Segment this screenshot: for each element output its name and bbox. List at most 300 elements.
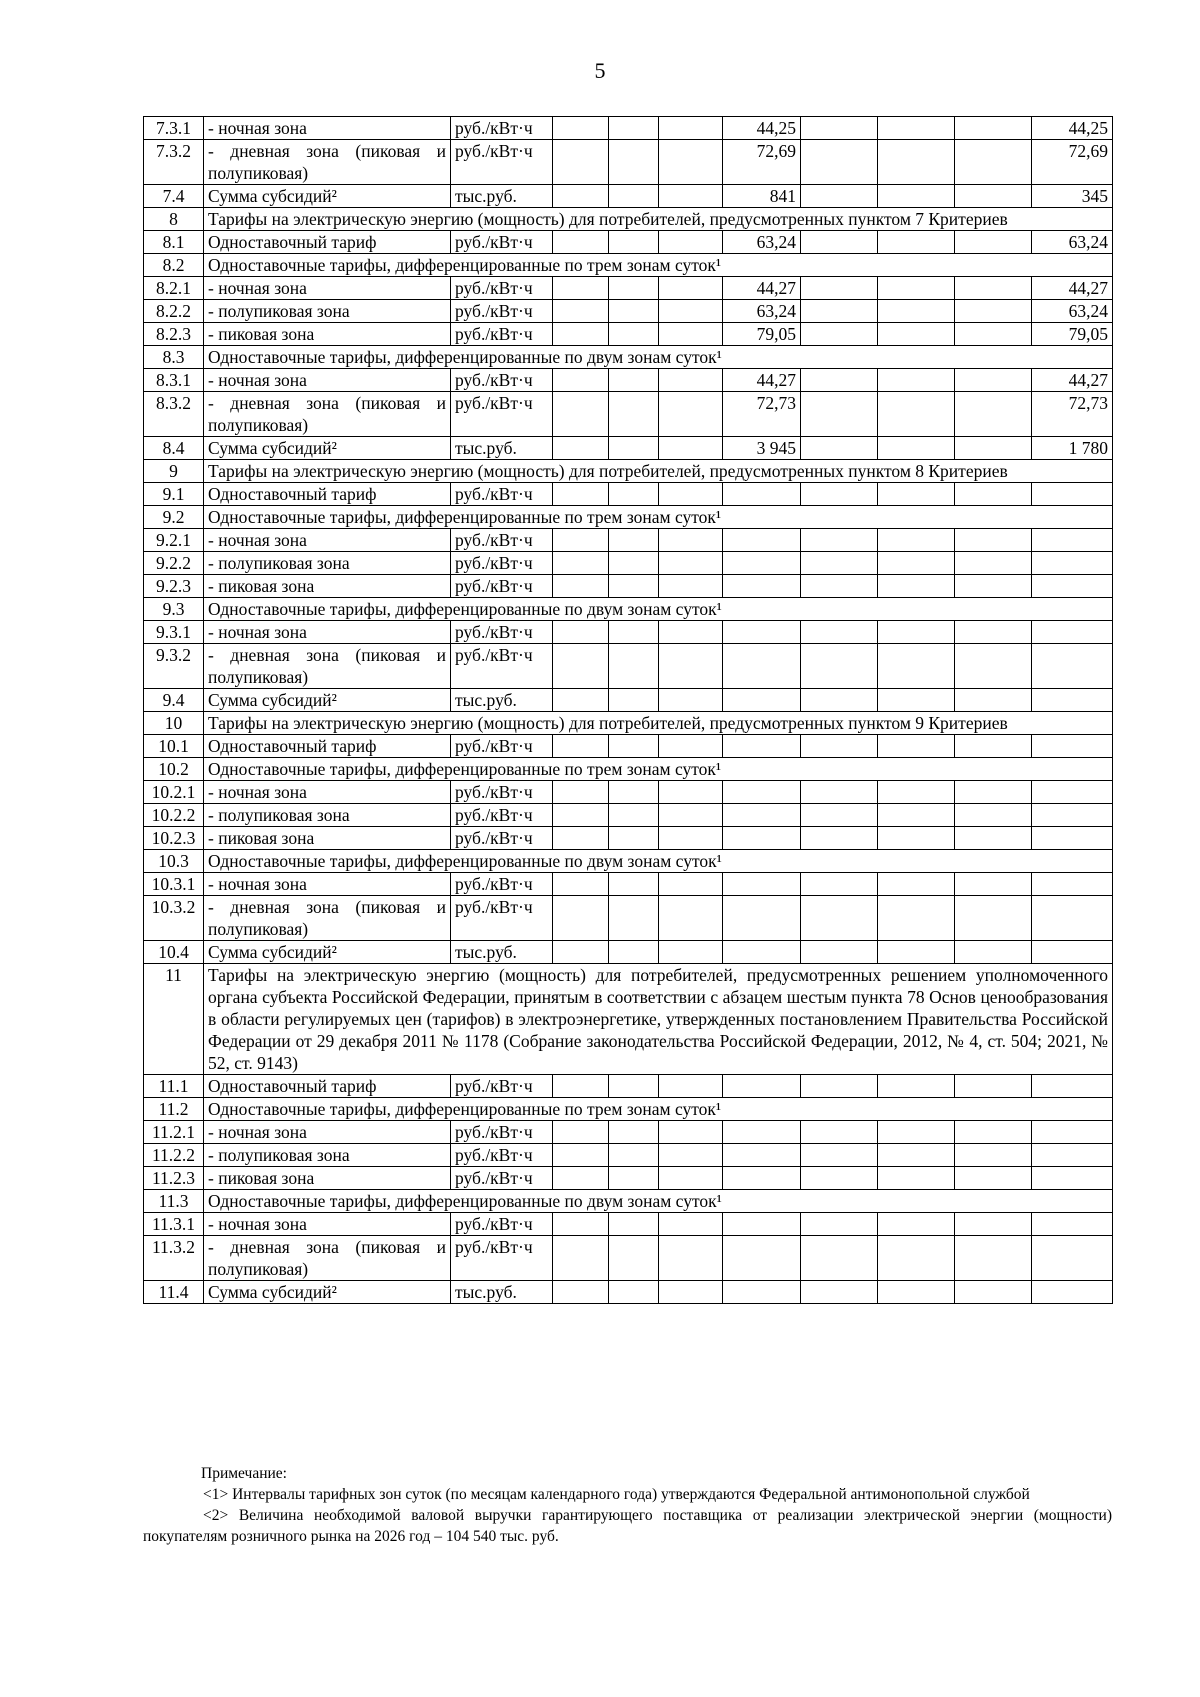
value-cell [801,529,878,552]
value-cell [955,140,1032,185]
value-cell [955,804,1032,827]
value-cell [878,392,955,437]
unit-cell: руб./кВт·ч [451,873,553,896]
value-cell [955,483,1032,506]
value-cell [723,529,801,552]
value-cell [723,827,801,850]
value-cell [553,827,609,850]
row-number-cell: 9 [144,460,204,483]
row-number-cell: 8.2.1 [144,277,204,300]
value-cell: 841 [723,185,801,208]
row-number-cell: 8.2.3 [144,323,204,346]
value-cell [1032,1213,1113,1236]
value-cell [609,231,659,254]
value-cell [878,117,955,140]
value-cell [723,735,801,758]
value-cell: 72,69 [723,140,801,185]
table-row [144,483,1113,506]
value-cell [553,483,609,506]
value-cell [955,781,1032,804]
value-cell [723,941,801,964]
value-cell [1032,529,1113,552]
indicator-name-cell: Сумма субсидий² [204,437,451,460]
indicator-name-cell: - дневная зона (пиковая и полупиковая) [204,644,451,689]
value-cell [955,941,1032,964]
value-cell [553,231,609,254]
value-cell [801,689,878,712]
value-cell [955,185,1032,208]
value-cell [878,804,955,827]
row-number-cell: 11.2 [144,1098,204,1121]
value-cell [609,392,659,437]
section-header-row [144,964,1113,1075]
value-cell [878,644,955,689]
table-row [144,323,1113,346]
value-cell [609,437,659,460]
table-row [144,1236,1113,1281]
value-cell [659,941,723,964]
value-cell [878,827,955,850]
page-number: 5 [594,58,606,83]
value-cell [878,621,955,644]
section-title-cell: Одноставочные тарифы, дифференцированные по трем зонам суток¹ [204,758,1113,781]
unit-cell: руб./кВт·ч [451,1075,553,1098]
section-header-row [144,506,1113,529]
value-cell [659,392,723,437]
value-cell [955,873,1032,896]
value-cell [955,621,1032,644]
value-cell [955,323,1032,346]
row-number-cell: 7.3.1 [144,117,204,140]
value-cell [553,1075,609,1098]
table-row [144,552,1113,575]
value-cell [723,1281,801,1304]
table-row [144,575,1113,598]
table-row [144,689,1113,712]
row-number-cell: 8 [144,208,204,231]
row-number-cell: 10.2.2 [144,804,204,827]
value-cell: 63,24 [1032,231,1113,254]
row-number-cell: 9.2.1 [144,529,204,552]
value-cell [723,1075,801,1098]
value-cell [955,231,1032,254]
unit-cell: руб./кВт·ч [451,231,553,254]
value-cell [659,277,723,300]
table-row [144,781,1113,804]
value-cell [1032,575,1113,598]
value-cell: 72,69 [1032,140,1113,185]
indicator-name-cell: - дневная зона (пиковая и полупиковая) [204,1236,451,1281]
value-cell [801,827,878,850]
row-number-cell: 8.1 [144,231,204,254]
value-cell: 44,25 [1032,117,1113,140]
value-cell [801,1075,878,1098]
indicator-name-cell: - пиковая зона [204,323,451,346]
value-cell: 44,27 [723,277,801,300]
value-cell [659,896,723,941]
value-cell [553,300,609,323]
value-cell [609,1144,659,1167]
value-cell [801,552,878,575]
row-number-cell: 11.4 [144,1281,204,1304]
section-header-row [144,254,1113,277]
row-number-cell: 8.3 [144,346,204,369]
value-cell [723,1144,801,1167]
unit-cell: руб./кВт·ч [451,1144,553,1167]
row-number-cell: 11 [144,964,204,1075]
value-cell [609,323,659,346]
value-cell [609,300,659,323]
table-row [144,231,1113,254]
row-number-cell: 8.3.2 [144,392,204,437]
indicator-name-cell: Одноставочный тариф [204,483,451,506]
value-cell [878,231,955,254]
indicator-name-cell: Сумма субсидий² [204,185,451,208]
value-cell [878,575,955,598]
indicator-name-cell: - полупиковая зона [204,804,451,827]
row-number-cell: 7.3.2 [144,140,204,185]
unit-cell: руб./кВт·ч [451,804,553,827]
value-cell [553,369,609,392]
value-cell [801,483,878,506]
table-row [144,1281,1113,1304]
value-cell [659,735,723,758]
value-cell [1032,1167,1113,1190]
value-cell [878,437,955,460]
value-cell [801,804,878,827]
value-cell [878,735,955,758]
indicator-name-cell: - ночная зона [204,781,451,804]
indicator-name-cell: Одноставочный тариф [204,735,451,758]
unit-cell: руб./кВт·ч [451,300,553,323]
value-cell [609,941,659,964]
value-cell [878,529,955,552]
value-cell [801,941,878,964]
section-title-cell: Тарифы на электрическую энергию (мощность) для потребителей, предусмотренных решением уполномоченного органа субъекта Российской Федерации, принятым в соответствии с абзацем шестым пункта 78 Основ ценообразования в области регулируемых цен (тарифов) в электроэнергетике, утвержденных постановлением Правительства Российской Федерации от 29 декабря 2011 № 1178 (Собрание законодательства Российской Федерации, 2012, № 4, ст. 504; 2021, № 52, ст. 9143) [204,964,1113,1075]
value-cell [723,644,801,689]
value-cell [878,873,955,896]
indicator-name-cell: - полупиковая зона [204,552,451,575]
value-cell [1032,621,1113,644]
table-row [144,529,1113,552]
value-cell [659,644,723,689]
section-title-cell: Одноставочные тарифы, дифференцированные по двум зонам суток¹ [204,598,1113,621]
footnote-2: <2> Величина необходимой валовой выручки гарантирующего поставщика от реализации электрической энергии (мощности) покупателям розничного рынка на 2026 год – 104 540 тыс. руб. [143,1507,1112,1545]
value-cell [553,896,609,941]
value-cell [659,552,723,575]
value-cell [801,323,878,346]
unit-cell: руб./кВт·ч [451,896,553,941]
row-number-cell: 10.3 [144,850,204,873]
value-cell [955,392,1032,437]
value-cell [878,941,955,964]
table-row [144,1075,1113,1098]
section-title-cell: Одноставочные тарифы, дифференцированные по трем зонам суток¹ [204,506,1113,529]
value-cell: 63,24 [723,300,801,323]
value-cell [878,1144,955,1167]
section-header-row [144,1098,1113,1121]
section-title-cell: Тарифы на электрическую энергию (мощность) для потребителей, предусмотренных пунктом 9 Критериев [204,712,1113,735]
value-cell [1032,896,1113,941]
indicator-name-cell: Одноставочный тариф [204,1075,451,1098]
value-cell [553,117,609,140]
table-row [144,277,1113,300]
unit-cell: руб./кВт·ч [451,1121,553,1144]
value-cell [659,369,723,392]
value-cell [659,185,723,208]
value-cell [553,735,609,758]
indicator-name-cell: - полупиковая зона [204,1144,451,1167]
unit-cell: тыс.руб. [451,1281,553,1304]
value-cell [878,1281,955,1304]
row-number-cell: 10.4 [144,941,204,964]
value-cell [659,804,723,827]
value-cell [659,117,723,140]
row-number-cell: 8.3.1 [144,369,204,392]
value-cell [878,1075,955,1098]
section-title-cell: Тарифы на электрическую энергию (мощность) для потребителей, предусмотренных пунктом 8 Критериев [204,460,1113,483]
value-cell [723,552,801,575]
indicator-name-cell: Одноставочный тариф [204,231,451,254]
value-cell [553,644,609,689]
value-cell [878,781,955,804]
value-cell [801,277,878,300]
value-cell [1032,804,1113,827]
value-cell [609,117,659,140]
value-cell [723,575,801,598]
value-cell [723,1121,801,1144]
value-cell [801,1213,878,1236]
value-cell [609,277,659,300]
unit-cell: руб./кВт·ч [451,323,553,346]
value-cell [955,1075,1032,1098]
value-cell [1032,552,1113,575]
value-cell [1032,781,1113,804]
value-cell [723,689,801,712]
value-cell [609,1281,659,1304]
indicator-name-cell: - ночная зона [204,873,451,896]
unit-cell: руб./кВт·ч [451,621,553,644]
unit-cell: руб./кВт·ч [451,277,553,300]
value-cell [1032,941,1113,964]
value-cell: 44,27 [1032,369,1113,392]
value-cell [553,1281,609,1304]
value-cell [723,896,801,941]
table-row [144,392,1113,437]
notes-section [143,1463,1112,1547]
value-cell [801,1236,878,1281]
value-cell [659,1236,723,1281]
tariff-table-body [144,117,1113,1304]
section-header-row [144,346,1113,369]
value-cell [553,873,609,896]
value-cell [801,896,878,941]
row-number-cell: 10.1 [144,735,204,758]
table-row [144,1213,1113,1236]
unit-cell: руб./кВт·ч [451,781,553,804]
unit-cell: руб./кВт·ч [451,369,553,392]
table-row [144,1121,1113,1144]
unit-cell: руб./кВт·ч [451,483,553,506]
table-row [144,735,1113,758]
indicator-name-cell: - дневная зона (пиковая и полупиковая) [204,140,451,185]
value-cell [609,140,659,185]
value-cell [955,117,1032,140]
value-cell [1032,1144,1113,1167]
value-cell [609,896,659,941]
value-cell [553,621,609,644]
value-cell [955,1167,1032,1190]
value-cell: 63,24 [1032,300,1113,323]
value-cell [955,300,1032,323]
footnote-1: <1> Интервалы тарифных зон суток (по месяцам календарного года) утверждаются Федеральной антимонопольной службой [203,1486,1030,1503]
table-row [144,300,1113,323]
section-title-cell: Одноставочные тарифы, дифференцированные по трем зонам суток¹ [204,254,1113,277]
row-number-cell: 10.2 [144,758,204,781]
value-cell [553,1167,609,1190]
value-cell [878,689,955,712]
value-cell [609,827,659,850]
value-cell [801,873,878,896]
value-cell [1032,689,1113,712]
row-number-cell: 9.3.1 [144,621,204,644]
value-cell [955,1236,1032,1281]
value-cell [955,575,1032,598]
row-number-cell: 11.1 [144,1075,204,1098]
value-cell: 72,73 [1032,392,1113,437]
value-cell [723,1236,801,1281]
row-number-cell: 11.3.1 [144,1213,204,1236]
indicator-name-cell: - ночная зона [204,1213,451,1236]
table-row [144,621,1113,644]
value-cell [1032,644,1113,689]
value-cell [609,575,659,598]
value-cell [1032,1075,1113,1098]
value-cell [659,140,723,185]
unit-cell: руб./кВт·ч [451,644,553,689]
table-row [144,437,1113,460]
value-cell [659,621,723,644]
value-cell [801,392,878,437]
value-cell [955,689,1032,712]
value-cell [723,1213,801,1236]
value-cell [955,277,1032,300]
value-cell [553,575,609,598]
unit-cell: руб./кВт·ч [451,575,553,598]
value-cell [659,1075,723,1098]
indicator-name-cell: - ночная зона [204,1121,451,1144]
section-header-row [144,460,1113,483]
value-cell [723,804,801,827]
unit-cell: тыс.руб. [451,941,553,964]
value-cell [878,369,955,392]
row-number-cell: 10 [144,712,204,735]
value-cell [878,1167,955,1190]
indicator-name-cell: Сумма субсидий² [204,689,451,712]
unit-cell: руб./кВт·ч [451,1167,553,1190]
value-cell [878,323,955,346]
table-row [144,369,1113,392]
value-cell [659,300,723,323]
value-cell [659,689,723,712]
indicator-name-cell: - пиковая зона [204,827,451,850]
value-cell: 3 945 [723,437,801,460]
value-cell [955,896,1032,941]
value-cell [1032,735,1113,758]
value-cell [1032,483,1113,506]
value-cell [553,1121,609,1144]
row-number-cell: 9.3 [144,598,204,621]
value-cell [878,552,955,575]
section-title-cell: Одноставочные тарифы, дифференцированные по трем зонам суток¹ [204,1098,1113,1121]
value-cell [955,1281,1032,1304]
indicator-name-cell: - пиковая зона [204,575,451,598]
value-cell [801,1281,878,1304]
table-row [144,1167,1113,1190]
value-cell [609,644,659,689]
row-number-cell: 10.2.3 [144,827,204,850]
indicator-name-cell: - полупиковая зона [204,300,451,323]
row-number-cell: 11.2.1 [144,1121,204,1144]
value-cell [659,781,723,804]
row-number-cell: 11.2.2 [144,1144,204,1167]
notes-title: Примечание: [201,1465,287,1482]
value-cell [955,369,1032,392]
unit-cell: руб./кВт·ч [451,1236,553,1281]
row-number-cell: 9.2 [144,506,204,529]
value-cell [553,140,609,185]
value-cell [878,300,955,323]
table-row [144,896,1113,941]
table-row [144,873,1113,896]
table-row [144,117,1113,140]
value-cell [801,117,878,140]
table-row [144,644,1113,689]
value-cell [609,1236,659,1281]
value-cell [553,323,609,346]
value-cell [801,575,878,598]
value-cell: 79,05 [723,323,801,346]
row-number-cell: 8.4 [144,437,204,460]
value-cell [609,804,659,827]
value-cell [609,1121,659,1144]
value-cell [955,1144,1032,1167]
value-cell [553,1236,609,1281]
value-cell [659,483,723,506]
value-cell [659,1281,723,1304]
section-header-row [144,208,1113,231]
value-cell [659,1121,723,1144]
value-cell [955,1213,1032,1236]
value-cell [609,369,659,392]
section-title-cell: Одноставочные тарифы, дифференцированные по двум зонам суток¹ [204,850,1113,873]
value-cell [801,781,878,804]
value-cell [659,873,723,896]
unit-cell: руб./кВт·ч [451,140,553,185]
value-cell [553,552,609,575]
table-row [144,140,1113,185]
value-cell [1032,1281,1113,1304]
row-number-cell: 10.2.1 [144,781,204,804]
value-cell [801,185,878,208]
value-cell [723,781,801,804]
value-cell [553,185,609,208]
value-cell [609,735,659,758]
value-cell [553,1144,609,1167]
tariff-table [143,116,1113,1304]
value-cell [609,529,659,552]
value-cell [955,437,1032,460]
